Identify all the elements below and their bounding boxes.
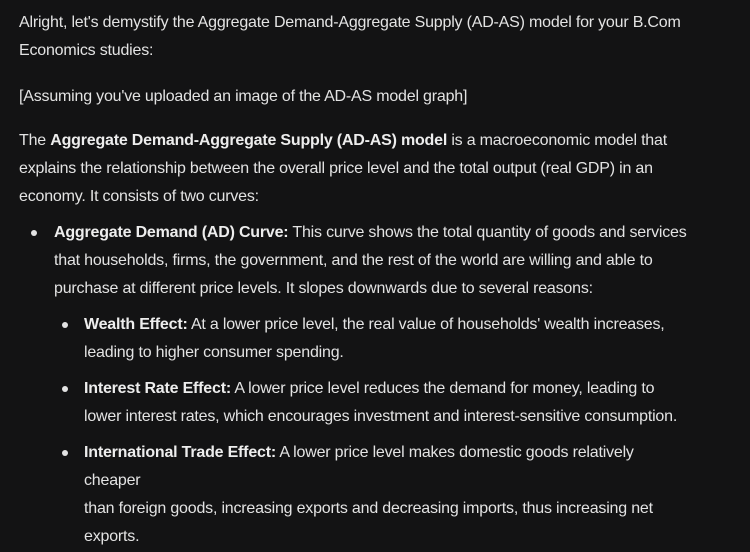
definition-term: Aggregate Demand-Aggregate Supply (AD-AS) model <box>50 132 448 149</box>
bullet-icon <box>31 230 37 236</box>
ad-line-3: purchase at different price levels. It slopes downwards due to several reasons: <box>54 280 593 297</box>
interest-term: Interest Rate Effect: <box>84 380 231 397</box>
list-item-interest-rate-effect <box>84 375 744 431</box>
definition-line-3: economy. It consists of two curves: <box>19 188 259 205</box>
definition-line-1 <box>19 127 731 155</box>
wealth-line-1 <box>84 311 744 339</box>
trade-line-4: exports. <box>84 528 140 545</box>
list-item-international-trade-effect <box>84 439 744 551</box>
wealth-term: Wealth Effect: <box>84 316 188 333</box>
bullet-icon <box>62 450 68 456</box>
bullet-icon <box>62 322 68 328</box>
trade-line-2: cheaper <box>84 472 141 489</box>
definition-rest: is a macroeconomic model that <box>447 132 667 149</box>
ad-term: Aggregate Demand (AD) Curve: <box>54 224 289 241</box>
ad-rest: This curve shows the total quantity of goods and services <box>288 224 687 241</box>
interest-rest: A lower price level reduces the demand for money, leading to <box>230 380 655 397</box>
wealth-line-2: leading to higher consumer spending. <box>84 344 344 361</box>
wealth-rest: At a lower price level, the real value of households' wealth increases, <box>187 316 665 333</box>
definition-line-2: explains the relationship between the overall price level and the total output (real GDP) in an <box>19 160 653 177</box>
intro-line-2: Economics studies: <box>19 42 154 59</box>
list-item-ad-curve <box>54 219 744 303</box>
ad-line-2: that households, firms, the government, and the rest of the world are willing and able to <box>54 252 653 269</box>
intro-paragraph <box>19 9 731 65</box>
definition-prefix: The <box>19 132 51 149</box>
assumption-note: [Assuming you've uploaded an image of the AD-AS model graph] <box>19 88 468 105</box>
interest-line-1 <box>84 375 744 403</box>
intro-line-1: Alright, let's demystify the Aggregate Demand-Aggregate Supply (AD-AS) model for your B.Com <box>19 14 681 31</box>
interest-line-2: lower interest rates, which encourages investment and interest-sensitive consumption. <box>84 408 678 425</box>
ad-line-1 <box>54 219 744 247</box>
trade-line-3: than foreign goods, increasing exports and decreasing imports, thus increasing net <box>84 500 653 517</box>
definition-paragraph <box>19 127 731 211</box>
trade-term: International Trade Effect: <box>84 444 276 461</box>
bullet-icon <box>62 386 68 392</box>
list-item-wealth-effect <box>84 311 744 367</box>
trade-rest: A lower price level makes domestic goods relatively <box>275 444 634 461</box>
trade-line-1 <box>84 439 744 467</box>
